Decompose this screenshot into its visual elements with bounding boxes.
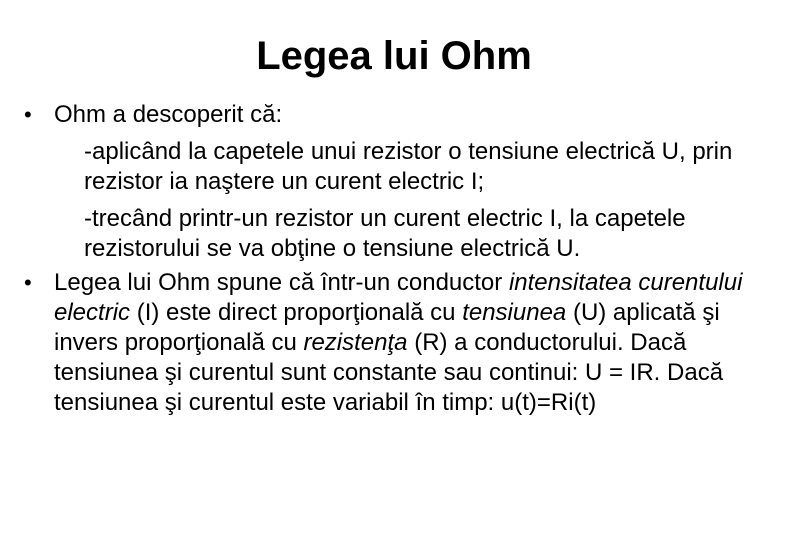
emphasis-voltage: tensiunea — [462, 299, 567, 326]
sub-paragraph-current-to-voltage: -trecând printr-un rezistor un curent electric I, la capetele rezistorului se va obţine o tensiune electrică U. — [84, 205, 686, 262]
emphasis-current-intensity: intensitatea curentului electric — [54, 269, 743, 326]
sub-paragraph-voltage-to-current: -aplicând la capetele unui rezistor o tensiune electrică U, prin rezistor ia naştere un curent electric I; — [84, 138, 733, 195]
slide-content — [24, 100, 784, 418]
statement-text: Legea lui Ohm spune că într-un conductor — [54, 269, 509, 296]
bullet-item-ohms-law — [24, 268, 784, 418]
bullet-marker: • — [24, 102, 32, 127]
statement-text: (R) a conductorului. Dacă tensiunea şi curentul sunt constante sau continui: U = IR. Dacă tensiunea şi curentul este variabil în timp: u(t)=Ri(t) — [54, 329, 724, 416]
statement-text: (I) este direct proporţională cu — [130, 299, 463, 326]
emphasis-resistance: rezistenţa — [303, 329, 408, 356]
slide-title: Legea lui Ohm — [256, 34, 532, 78]
ohms-law-statement — [54, 268, 784, 418]
statement-text: (U) aplicată şi invers proporţională cu — [54, 299, 720, 356]
bullet-text: Ohm a descoperit că: — [54, 101, 283, 128]
bullet-item-discovery — [24, 100, 784, 264]
bullet-marker: • — [24, 270, 32, 295]
